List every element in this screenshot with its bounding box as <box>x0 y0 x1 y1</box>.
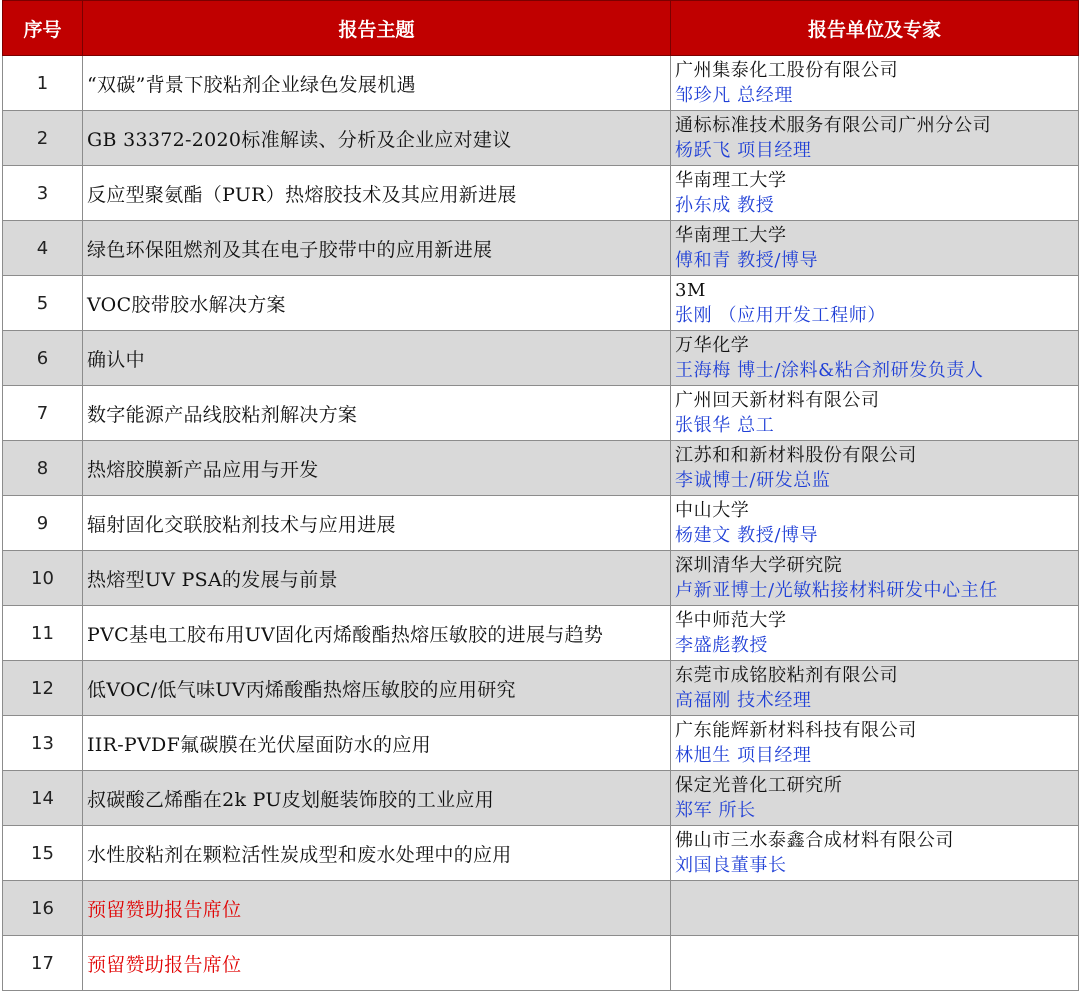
report-topic: 水性胶粘剂在颗粒活性炭成型和废水处理中的应用 <box>83 826 671 881</box>
row-number: 13 <box>3 716 83 771</box>
report-topic: 叔碳酸乙烯酯在2k PU皮划艇装饰胶的工业应用 <box>83 771 671 826</box>
speaker: 李诚博士/研发总监 <box>675 470 831 491</box>
organization: 华南理工大学 <box>675 170 787 191</box>
speaker: 杨建文 教授/博导 <box>675 525 819 546</box>
speaker: 李盛彪教授 <box>675 635 768 656</box>
table-row <box>3 716 1079 771</box>
organization: 3M <box>675 280 707 301</box>
report-unit <box>671 771 1079 826</box>
organization: 东莞市成铭胶粘剂有限公司 <box>675 665 899 686</box>
speaker: 郑军 所长 <box>675 800 756 821</box>
report-unit <box>671 386 1079 441</box>
report-topic: 反应型聚氨酯（PUR）热熔胶技术及其应用新进展 <box>83 166 671 221</box>
row-number: 10 <box>3 551 83 606</box>
organization: 深圳清华大学研究院 <box>675 555 843 576</box>
table-row <box>3 441 1079 496</box>
table-row <box>3 496 1079 551</box>
speaker: 张银华 总工 <box>675 415 775 436</box>
row-number: 12 <box>3 661 83 716</box>
organization: 广州集泰化工股份有限公司 <box>675 60 899 81</box>
report-unit <box>671 661 1079 716</box>
report-unit <box>671 551 1079 606</box>
report-unit <box>671 166 1079 221</box>
row-number: 9 <box>3 496 83 551</box>
report-topic: 绿色环保阻燃剂及其在电子胶带中的应用新进展 <box>83 221 671 276</box>
report-unit <box>671 331 1079 386</box>
table-row <box>3 826 1079 881</box>
organization: 万华化学 <box>675 335 750 356</box>
row-number: 11 <box>3 606 83 661</box>
report-unit <box>671 221 1079 276</box>
report-unit <box>671 826 1079 881</box>
speaker: 林旭生 项目经理 <box>675 745 812 766</box>
report-topic: 数字能源产品线胶粘剂解决方案 <box>83 386 671 441</box>
report-topic: 热熔型UV PSA的发展与前景 <box>83 551 671 606</box>
reserved-slot: 预留赞助报告席位 <box>83 881 671 936</box>
row-number: 3 <box>3 166 83 221</box>
speaker: 邹珍凡 总经理 <box>675 85 793 106</box>
speaker: 卢新亚博士/光敏粘接材料研发中心主任 <box>675 580 998 601</box>
speaker: 张刚 （应用开发工程师） <box>675 305 886 326</box>
speaker: 孙东成 教授 <box>675 195 775 216</box>
report-unit <box>671 111 1079 166</box>
table-row <box>3 661 1079 716</box>
speaker: 傅和青 教授/博导 <box>675 250 819 271</box>
row-number: 17 <box>3 936 83 991</box>
header-unit: 报告单位及专家 <box>671 1 1079 56</box>
organization: 通标标准技术服务有限公司广州分公司 <box>675 115 992 136</box>
row-number: 7 <box>3 386 83 441</box>
speaker: 杨跃飞 项目经理 <box>675 140 812 161</box>
row-number: 1 <box>3 56 83 111</box>
header-no: 序号 <box>3 1 83 56</box>
organization: 保定光普化工研究所 <box>675 775 843 796</box>
table-row <box>3 276 1079 331</box>
table-row <box>3 221 1079 276</box>
report-topic: PVC基电工胶布用UV固化丙烯酸酯热熔压敏胶的进展与趋势 <box>83 606 671 661</box>
report-topic: 低VOC/低气味UV丙烯酸酯热熔压敏胶的应用研究 <box>83 661 671 716</box>
organization: 华中师范大学 <box>675 610 787 631</box>
reserved-slot: 预留赞助报告席位 <box>83 936 671 991</box>
table-row <box>3 606 1079 661</box>
row-number: 14 <box>3 771 83 826</box>
report-schedule-table <box>2 0 1079 991</box>
table-row <box>3 936 1079 991</box>
speaker: 刘国良董事长 <box>675 855 787 876</box>
organization: 佛山市三水泰鑫合成材料有限公司 <box>675 830 954 851</box>
report-unit <box>671 936 1079 991</box>
row-number: 16 <box>3 881 83 936</box>
report-topic: VOC胶带胶水解决方案 <box>83 276 671 331</box>
report-topic: GB 33372-2020标准解读、分析及企业应对建议 <box>83 111 671 166</box>
report-topic: 辐射固化交联胶粘剂技术与应用进展 <box>83 496 671 551</box>
table-row <box>3 551 1079 606</box>
organization: 广东能辉新材料科技有限公司 <box>675 720 917 741</box>
speaker: 王海梅 博士/涂料&粘合剂研发负责人 <box>675 360 984 381</box>
report-unit <box>671 56 1079 111</box>
organization: 江苏和和新材料股份有限公司 <box>675 445 917 466</box>
report-unit <box>671 496 1079 551</box>
row-number: 6 <box>3 331 83 386</box>
row-number: 15 <box>3 826 83 881</box>
table-row <box>3 56 1079 111</box>
row-number: 8 <box>3 441 83 496</box>
row-number: 2 <box>3 111 83 166</box>
organization: 华南理工大学 <box>675 225 787 246</box>
table-row <box>3 386 1079 441</box>
table-row <box>3 111 1079 166</box>
table-row <box>3 331 1079 386</box>
organization: 中山大学 <box>675 500 750 521</box>
report-unit <box>671 606 1079 661</box>
organization: 广州回天新材料有限公司 <box>675 390 880 411</box>
table-row <box>3 166 1079 221</box>
report-topic: IIR-PVDF氟碳膜在光伏屋面防水的应用 <box>83 716 671 771</box>
report-unit <box>671 276 1079 331</box>
report-topic: 热熔胶膜新产品应用与开发 <box>83 441 671 496</box>
report-unit <box>671 881 1079 936</box>
table-row <box>3 771 1079 826</box>
table-row <box>3 881 1079 936</box>
header-topic: 报告主题 <box>83 1 671 56</box>
header-row <box>3 1 1079 56</box>
speaker: 高福刚 技术经理 <box>675 690 812 711</box>
row-number: 5 <box>3 276 83 331</box>
report-unit <box>671 716 1079 771</box>
report-topic: “双碳”背景下胶粘剂企业绿色发展机遇 <box>83 56 671 111</box>
report-unit <box>671 441 1079 496</box>
report-topic: 确认中 <box>83 331 671 386</box>
row-number: 4 <box>3 221 83 276</box>
